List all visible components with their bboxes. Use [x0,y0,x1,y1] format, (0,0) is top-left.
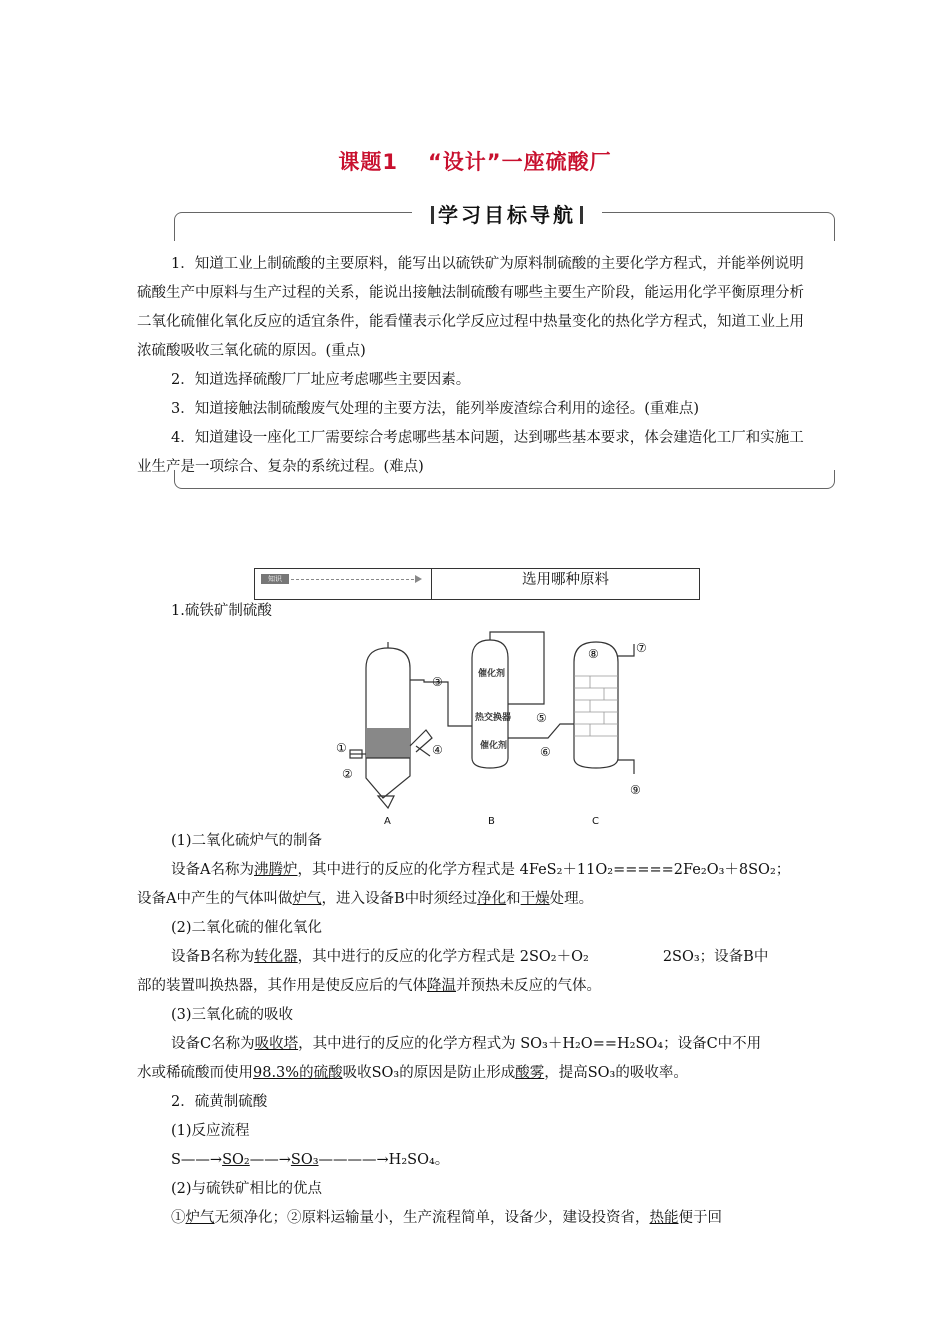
tower-a-bed [366,728,410,758]
marker-3: ③ [432,675,443,689]
paragraph: 设备C名称为吸收塔，其中进行的反应的化学方程式为 SO₃＋H₂O==H₂SO₄；设备C中不用 [171,1036,762,1052]
paragraph: 部的装置叫换热器，其作用是使反应后的气体降温并预热未反应的气体。 [137,978,601,994]
label-c: C [592,816,599,827]
knowledge-topic: 选用哪种原料 [522,572,609,588]
section2-heading: 2．硫黄制硫酸 [171,1094,268,1110]
lesson-name: “设计”一座硫酸厂 [428,150,612,174]
tower-a-outlet [410,730,432,752]
paragraph: 水或稀硫酸而使用98.3%的硫酸吸收SO₃的原因是防止形成酸雾，提高SO₃的吸收率。 [137,1065,688,1081]
knowledge-box [254,568,700,600]
goal-item: 1．知道工业上制硫酸的主要原料，能写出以硫铁矿为原料制硫酸的主要化学方程式，并能举例说明硫酸生产中原料与生产过程的关系，能说出接触法制硫酸有哪些主要生产阶段，能运用化学平衡原理分析二氧化硫催化氧化反应的适宜条件，能看懂表示化学反应过程中热量变化的热化学方程式，知道工业上用浓硫酸吸收三氧化硫的原因。(重点) [137,256,804,359]
goals-header [412,200,602,230]
sulfuric-acid-plant-diagram [328,628,658,828]
section1-heading: 1.硫铁矿制硫酸 [171,603,272,619]
marker-9: ⑨ [630,783,641,797]
subheading: (2)二氧化硫的催化氧化 [171,920,323,936]
section1-body [137,827,827,1233]
heat-exchanger-label: 热交换器 [475,713,512,723]
label-a: A [384,816,391,827]
marker-2: ② [342,767,353,781]
subheading: (3)三氧化硫的吸收 [171,1007,294,1023]
subheading: (1)反应流程 [171,1123,250,1139]
tower-a-outline [366,648,410,798]
catalyst-bottom-label: 催化剂 [480,741,508,751]
catalyst-top-label: 催化剂 [478,669,506,679]
marker-7: ⑦ [636,641,647,655]
marker-6: ⑥ [540,745,551,759]
subheading: (2)与硫铁矿相比的优点 [171,1181,323,1197]
dashed-arrow-icon [291,579,419,580]
goals-header-text: 学习目标导航 [438,203,576,227]
paragraph: 设备B名称为转化器，其中进行的反应的化学方程式是 2SO₂＋O₂ 2SO₃；设备B中 [171,949,769,965]
arrowhead-icon [415,575,422,583]
section1-heading-wrap [137,597,827,626]
subheading: (1)二氧化硫炉气的制备 [171,833,323,849]
goals-list [137,250,817,482]
reaction-flow: S——→SO₂——→SO₃————→H₂SO₄。 [171,1152,450,1168]
goal-item: 3．知道接触法制硫酸废气处理的主要方法，能列举废渣综合利用的途径。(重难点) [171,401,700,417]
marker-4: ④ [432,743,443,757]
knowledge-tag: 知识 [261,574,289,584]
goal-item: 4．知道建设一座化工厂需要综合考虑哪些基本问题，达到哪些基本要求，体会建造化工厂和实施工业生产是一项综合、复杂的系统过程。(难点) [137,430,804,475]
goal-item: 2．知道选择硫酸厂厂址应考虑哪些主要因素。 [171,372,471,388]
page-title [0,146,950,176]
knowledge-box-left [255,569,432,599]
header-bar-left [431,206,434,224]
lesson-number: 课题1 [338,150,398,174]
goals-frame-bottom [174,470,835,489]
paragraph: ①炉气无须净化；②原料运输量小，生产流程简单，设备少，建设投资省，热能便于回 [171,1210,722,1226]
label-b: B [488,816,495,827]
marker-1: ① [336,741,347,755]
paragraph: 设备A名称为沸腾炉，其中进行的反应的化学方程式是 4FeS₂＋11O₂=====2Fe₂O₃＋8SO₂； [171,862,791,878]
paragraph: 设备A中产生的气体叫做炉气，进入设备B中时须经过净化和干燥处理。 [137,891,594,907]
tower-a-bottom-hopper [378,796,394,808]
marker-5: ⑤ [536,711,547,725]
marker-8: ⑧ [588,647,599,661]
header-bar-right [580,206,583,224]
